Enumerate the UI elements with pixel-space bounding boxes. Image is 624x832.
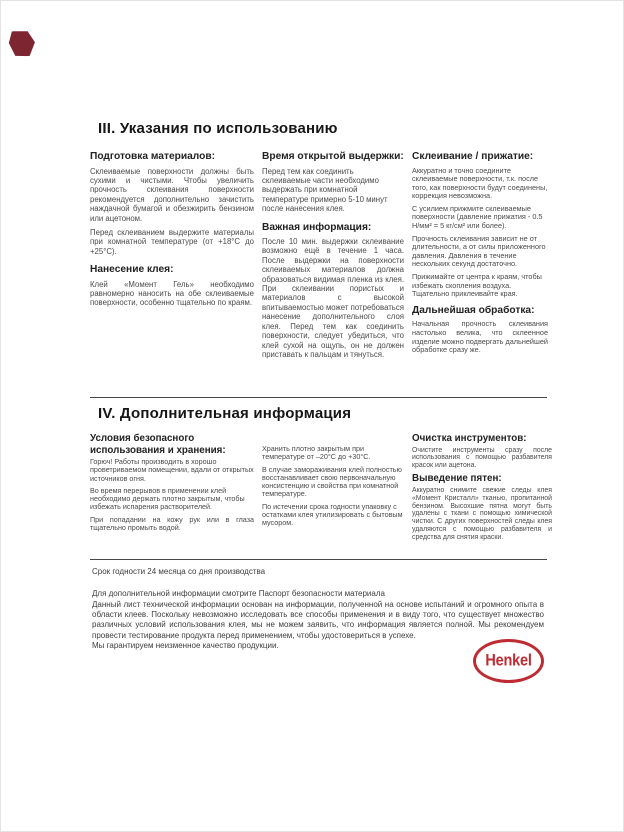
- paragraph: Очистите инструменты сразу после использования с помощью разбавителя красок или ацетона.: [412, 446, 552, 470]
- section-4-columns: [90, 433, 552, 545]
- column-open-time: [262, 151, 404, 364]
- footer-block: [92, 589, 544, 651]
- subsection-heading: Нанесение клея:: [90, 264, 174, 276]
- paragraph: Перед склеиванием выдержите материалы при комнатной температуре (от +18°С до +25°С).: [90, 227, 254, 256]
- column-bonding: [412, 151, 548, 364]
- scan-artifact: [7, 28, 37, 58]
- subsection-heading: Условия безопасного использования и хранения:: [90, 433, 226, 456]
- paragraph: Горюч! Работы производить в хорошо проветриваемом помещении, вдали от открытых источников огня.: [90, 457, 254, 483]
- section-3-columns: [90, 151, 548, 364]
- disclaimer-text: Данный лист технической информации основан на информации, полученной на основе испытаний и огромного опыта в области клеев. Поскольку невозможно исследовать все способы применения и в виду того, что существует множество различных условий использования клея, мы не можем заявить, что информация является полной. Мы рекомендуем провести тестирование продукта перед применением, чтобы удостовериться в успехе.: [92, 600, 544, 640]
- paragraph: Хранить плотно закрытым при температуре от –20°С до +30°С.: [262, 444, 371, 462]
- column-storage-conditions: [262, 433, 404, 545]
- subsection-heading: Время открытой выдержки:: [262, 151, 404, 162]
- subsection-heading: Выведение пятен:: [412, 473, 502, 485]
- paragraph: После 10 мин. выдержки склеивание возможно ещё в течение 1 часа. После выдержки на поверхности склеиваемых материалов должна образоваться видимая пленка из клея. При склеивании пористых и материалов с высокой впитываемостью может потребоваться нанесение дополнительного слоя клея. Перед тем как соединить поверхности, следует убедиться, что клей сухой на ощупь, он не должен приставать к пальцам и тянуться.: [262, 237, 404, 359]
- paragraph: Склеиваемые поверхности должны быть сухими и чистыми. Чтобы увеличить прочность склеивания поверхности рекомендуется дополнительно зачистить наждачной бумагой и обезжирить бензином или ацетоном.: [90, 166, 254, 223]
- henkel-logo-text: Henkel: [485, 652, 532, 670]
- column-materials-prep: [90, 151, 254, 364]
- paragraph: Аккуратно снимите свежие следы клея «Момент Кристалл» тканью, пропитанной бензином. Высохшие пятна могут быть удалены с ткани с помощью химической чистки. С других поверхностей следы клея удаляются с помощью разбавителя и средства для снятия краски.: [412, 486, 552, 542]
- paragraph: По истечении срока годности упаковку с остатками клея утилизировать с бытовым мусором.: [262, 501, 403, 528]
- column-safety-storage: [90, 433, 254, 545]
- subsection-heading: Подготовка материалов:: [90, 151, 215, 162]
- column-cleaning: [412, 433, 552, 545]
- paragraph: В случае замораживания клей полностью восстанавливает свою первоначальную консистенцию и свойства при комнатной температуре.: [262, 464, 402, 499]
- quality-guarantee: Мы гарантируем неизменное качество продукции.: [92, 640, 279, 650]
- paragraph: Клей «Момент Гель» необходимо равномерно наносить на обе склеиваемые поверхности, особенно тщательно по краям.: [90, 279, 254, 308]
- subsection-heading: Склеивание / прижатие:: [412, 151, 534, 162]
- section-3-title: III. Указания по использованию: [98, 120, 338, 137]
- paragraph: Начальная прочность склеивания настолько велика, что склеенное изделие можно подвергать дальнейшей обработке сразу же.: [412, 319, 548, 355]
- paragraph: Прижимайте от центра к краям, чтобы избежать скопления воздуха. Тщательно приклеивайте края.: [412, 272, 542, 299]
- subsection-heading: Дальнейшая обработка:: [412, 304, 535, 316]
- safety-sheet-note: Для дополнительной информации смотрите Паспорт безопасности материала: [92, 589, 385, 598]
- subsection-heading: Важная информация:: [262, 221, 372, 233]
- section-4-title: IV. Дополнительная информация: [98, 405, 352, 422]
- section-divider: [90, 397, 547, 398]
- paragraph: При попадании на кожу рук или в глаза тщательно промыть водой.: [90, 514, 254, 533]
- paragraph: Прочность склеивания зависит не от длительности, а от силы приложенного давления. Давления в течение нескольких секунд достаточно.: [412, 233, 546, 269]
- paragraph: С усилием прижмите склеиваемые поверхности (давление прижатия - 0.5 Н/мм² = 5 кг/см² или более).: [412, 203, 543, 231]
- henkel-logo: [473, 639, 544, 683]
- paragraph: Аккуратно и точно соедините склеиваемые поверхности, т.к. после того, как поверхности будут соединены, коррекция невозможна.: [412, 165, 548, 201]
- paragraph: Перед тем как соединить склеиваемые части необходимо выдержать при комнатной температуре примерно 5-10 минут после нанесения клея.: [262, 166, 388, 214]
- shelf-life-note: Срок годности 24 месяца со дня производства: [92, 567, 266, 576]
- paragraph: Во время перерывов в применении клей необходимо держать плотно закрытым, чтобы избежать испарения растворителей.: [90, 485, 245, 512]
- subsection-heading: Очистка инструментов:: [412, 433, 527, 444]
- section-divider: [90, 559, 547, 560]
